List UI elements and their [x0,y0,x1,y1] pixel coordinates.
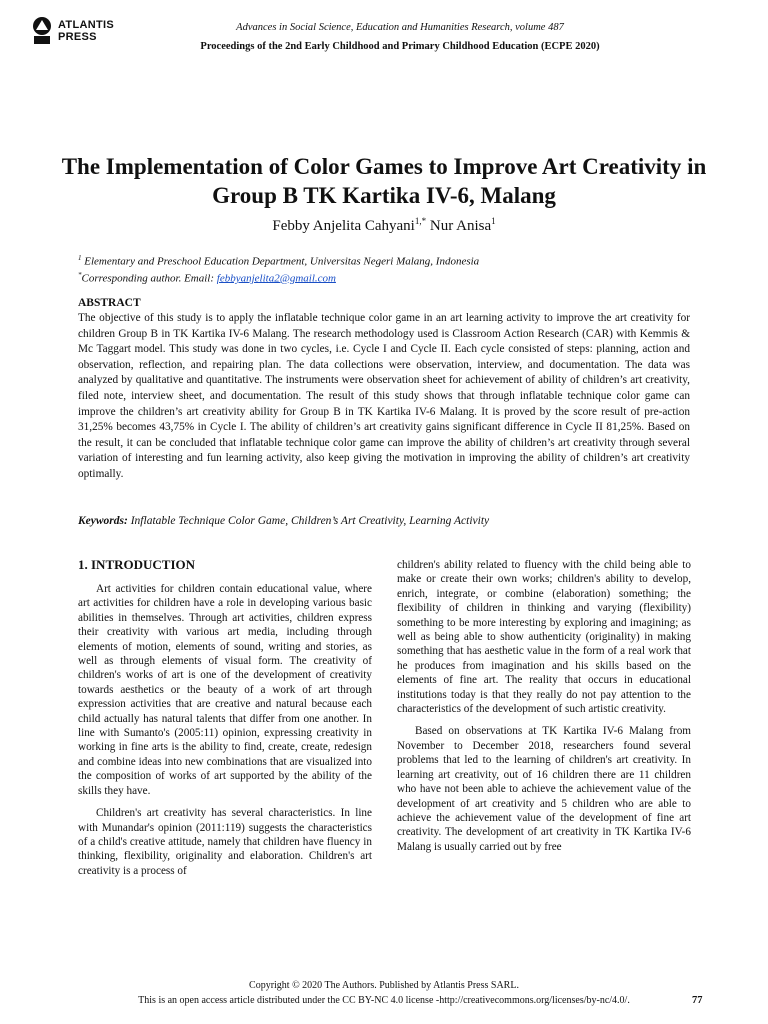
affiliation-block [78,252,479,285]
author-sup: 1 [491,216,496,226]
author-sup: 1,* [414,216,427,226]
logo-text [58,19,114,43]
license-line: This is an open access article distributed under the CC BY-NC 4.0 license -http://creativecommons.org/licenses/by-nc/4.0/. [138,995,630,1006]
corresponding-label: Corresponding author. Email: [81,272,217,285]
section-heading: 1. INTRODUCTION [78,557,196,572]
paragraph: Children's art creativity has several characteristics. In line with Munandar's opinion (2011:119) suggests the characteristics of a child's creative attitude, namely that children have fluency in thinking, flexibility, originality and elaboration. Children's art creativity is a process of [78,807,372,877]
abstract-heading: ABSTRACT [78,297,141,309]
author-list [60,216,708,235]
right-column [397,558,691,862]
email-link[interactable]: febbyanjelita2@gmail.com [216,272,336,285]
affil-sup: 1 [78,254,82,262]
logo-line2: PRESS [58,31,97,43]
paragraph: Art activities for children contain educational value, where art activities for children have a role in developing various basic abilities in themselves. Through art activities, children express their creativity with various art media, including through elements of motion, elements of sound, writing and stories, as well as through elements of visual form. The creativity of children's works of art is one of the development of creativity towards aesthetics or the beauty of a work of art through expression activities that are creative and natural because each child actually has natural talents that differ from one another. In line with Sumanto's (2005:11) opinion, expressing creativity in working in fine arts is the ability to find, create, create, redesign and combine ideas into new combinations that are visualized into the composition of works of art supported by the ability of the skills they have. [78,583,372,797]
abstract-text: The objective of this study is to apply the inflatable technique color game in an art learning activity to improve the art creativity for children Group B in TK Kartika IV-6 Malang. The research methodology used is Classroom Action Research (CAR) with Kemmis & Mc Taggart model. This study was done in two cycles, i.e. Cycle I and Cycle II. Each cycle consisted of steps: planning, action and observation, reflection, and repairing plan. The data collections were observation, interview, and documentation. The data was analyzed by qualitative and quantitative. The instruments were observation sheet for achievement of ability of children’s art creativity, filed note, interview sheet, and documentation. The result of this study shows that through inflatable technique color game can improve the children’s art creativity ability for Group B in TK Kartika IV-6 Malang. It is proved by the score result of pre-action 31,25% becomes 43,75% in Cycle I. The ability of children’s art creativity gains significant difference in Cycle II 81,25%. Based on the result, it can be concluded that inflatable technique color game can improve the ability of children’s art creativity through several variation of interesting and fun learning activity, also keep giving the motivation in improving the ability of children’s art creativity optimally. [78,312,690,480]
keywords-label: Keywords: [78,515,128,527]
proceedings-name: Proceedings of the 2nd Early Childhood and Primary Childhood Education (ECPE 2020) [200,41,600,52]
keywords-text: Inflatable Technique Color Game, Children’s Art Creativity, Learning Activity [130,515,490,527]
paper-title: The Implementation of Color Games to Improve Art Creativity in Group B TK Kartika IV-6, Malang [61,154,707,208]
copyright-line: Copyright © 2020 The Authors. Published by Atlantis Press SARL. [249,980,519,991]
author-name: Nur Anisa [429,218,492,234]
publisher-logo [30,14,120,48]
author-name: Febby Anjelita Cahyani [272,218,415,234]
atlantis-press-logo-icon [30,16,54,46]
corr-sup: * [78,270,82,279]
page-number: 77 [692,995,703,1006]
paragraph: Based on observations at TK Kartika IV-6 Malang from November to December 2018, researchers found several problems that led to the learning of children's art creativity. In learning art creativity, out of 16 children there are 11 children who have not been able to achieve the achievement value of the development of art creativity and 5 children who are able to achieve the achievement value of the development of fine art creativity. The development of art creativity in TK Kartika IV-6 Malang is usually carried out by free [397,725,691,853]
journal-name: Advances in Social Science, Education and Humanities Research, volume 487 [236,22,564,33]
logo-line1: ATLANTIS [58,19,114,31]
left-column [78,582,372,886]
affiliation: Elementary and Preschool Education Department, Universitas Negeri Malang, Indonesia [84,255,480,268]
paragraph: children's ability related to fluency with the child being able to make or create their own works; children's ability to develop, enrich, integrate, or combine (elaboration) something; the flexibility of children in thinking and varying (flexibility) something to be more interesting by exploring and imagining; as well as being able to show authenticity (originality) in making something that has aesthetic value in the form of a real work that he produces from imagination and his skills based on the elements of fine art. The reality that occurs in educational institutions today is that they really do not pay attention to the characteristics of the development of such artistic creativity. [397,559,691,716]
keywords [78,515,489,527]
